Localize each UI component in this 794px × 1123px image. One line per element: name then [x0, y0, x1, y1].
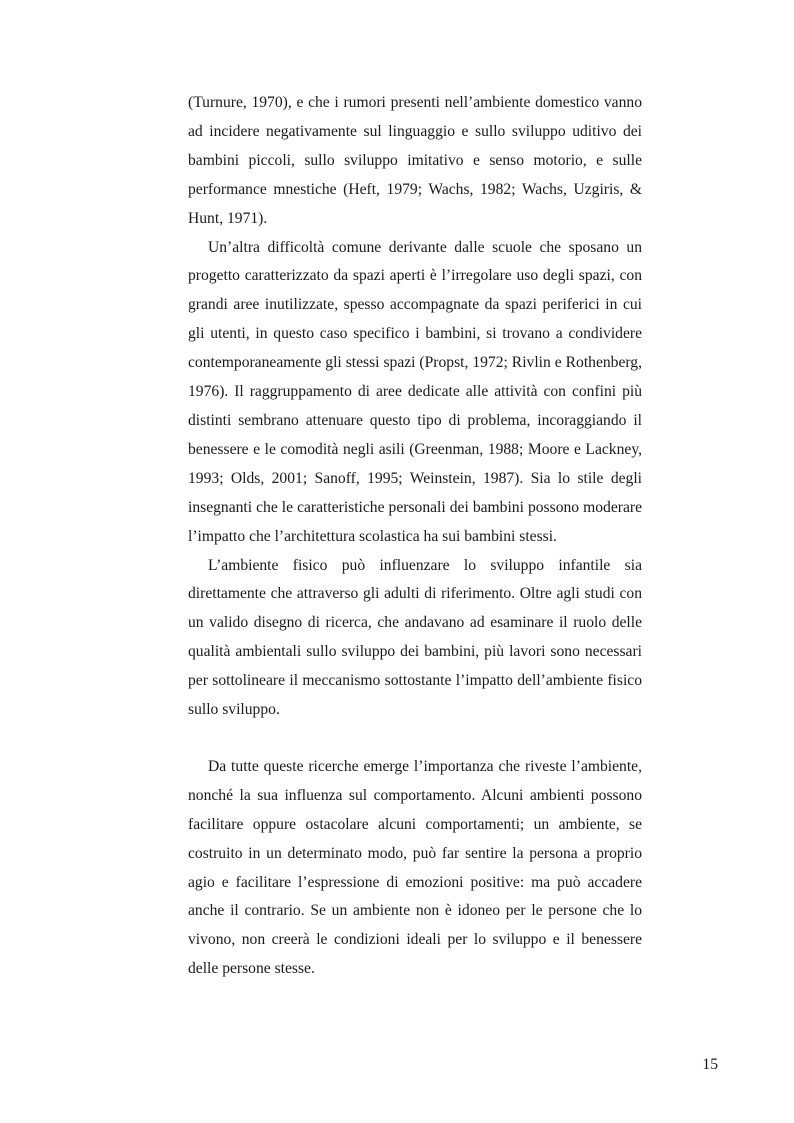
paragraph-continuation: (Turnure, 1970), e che i rumori presenti nell’ambiente domestico vanno ad incidere negativamente sul linguaggio e sullo sviluppo uditivo dei bambini piccoli, sullo sviluppo imitativo e senso motorio, e sulle performance mnestiche (Heft, 1979; Wachs, 1982; Wachs, Uzgiris, & Hunt, 1971). [188, 94, 642, 227]
paragraph-physical-environment: L’ambiente fisico può influenzare lo sviluppo infantile sia direttamente che attraverso gli adulti di riferimento. Oltre agli studi con un valido disegno di ricerca, che andavano ad esaminare il ruolo delle qualità ambientali sullo sviluppo dei bambini, più lavori sono necessari per sottolineare il meccanismo sottostante l’impatto dell’ambiente fisico sullo sviluppo. [188, 556, 642, 719]
body-text [188, 89, 642, 984]
page-number: 15 [702, 1056, 718, 1073]
paragraph-conclusion: Da tutte queste ricerche emerge l’importanza che riveste l’ambiente, nonché la sua influenza sul comportamento. Alcuni ambienti possono facilitare oppure ostacolare alcuni comportamenti; un ambiente, se costruito in un determinato modo, può far sentire la persona a proprio agio e facilitare l’espressione di emozioni positive: ma può accadere anche il contrario. Se un ambiente non è idoneo per le persone che lo vivono, non creerà le condizioni ideali per lo sviluppo e il benessere delle persone stesse. [188, 757, 642, 978]
paragraph-open-space-schools: Un’altra difficoltà comune derivante dalle scuole che sposano un progetto caratterizzato da spazi aperti è l’irregolare uso degli spazi, con grandi aree inutilizzate, spesso accompagnate da spazi periferici in cui gli utenti, in questo caso specifico i bambini, si trovano a condividere contemporaneamente gli stessi spazi (Propst, 1972; Rivlin e Rothenberg, 1976). Il raggruppamento di aree dedicate alle attività con confini più distinti sembrano attenuare questo tipo di problema, incoraggiando il benessere e le comodità negli asili (Greenman, 1988; Moore e Lackney, 1993; Olds, 2001; Sanoff, 1995; Weinstein, 1987). Sia lo stile degli insegnanti che le caratteristiche personali dei bambini possono moderare l’impatto che l’architettura scolastica ha sui bambini stessi. [188, 238, 642, 545]
